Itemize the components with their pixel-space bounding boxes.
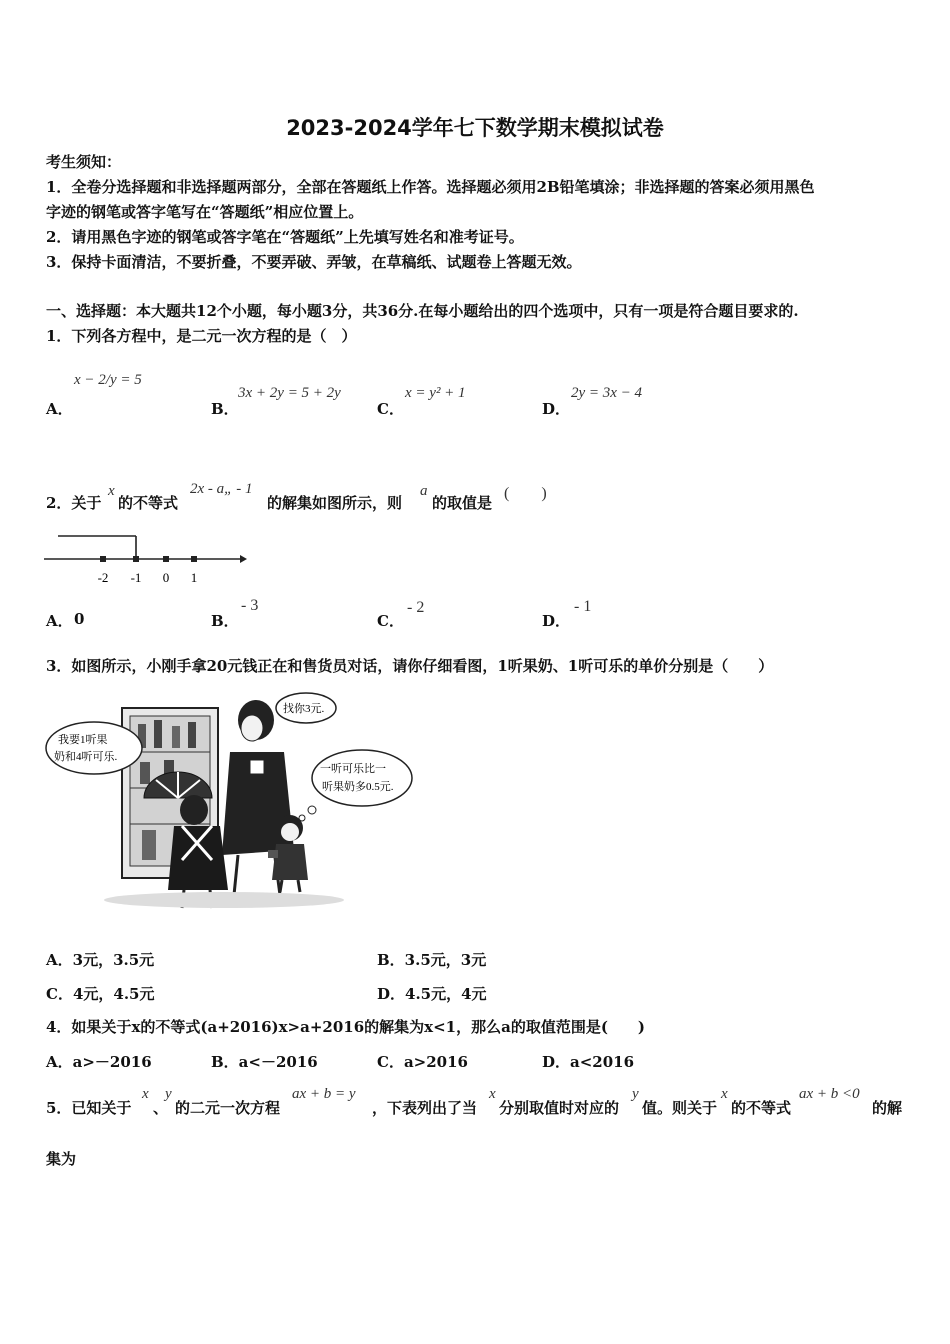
- notice-item-3: 3．保持卡面清洁，不要折叠，不要弄破、弄皱，在草稿纸、试题卷上答题无效。: [46, 253, 582, 271]
- q2-stem-part-3: 的解集如图所示，则: [267, 494, 403, 512]
- q5-stem-part-4: ，下表列出了当: [372, 1099, 478, 1117]
- q2-var-a: a: [420, 483, 428, 499]
- q3-option-b: B．3.5元，3元: [377, 951, 487, 969]
- q4-option-c: C．a>2016: [377, 1053, 468, 1071]
- q4-option-a: A．a>－2016: [46, 1053, 152, 1071]
- q4-option-b: B．a<－2016: [211, 1053, 318, 1071]
- q1-option-d-math: 2y = 3x − 4: [571, 385, 643, 401]
- q5-var-x: x: [489, 1086, 496, 1102]
- q1-option-d-label: D．: [542, 400, 571, 418]
- q1-option-c-math: x = y² + 1: [405, 385, 466, 401]
- bubble-right-line-2: 听果奶多0.5元.: [322, 781, 394, 793]
- q2-tick-label: -1: [130, 570, 142, 585]
- q5-var-x: x: [721, 1086, 728, 1102]
- q2-inequality: 2x - a„ - 1: [190, 481, 253, 497]
- q3-option-d: D．4.5元，4元: [377, 985, 487, 1003]
- q1-option-b-label: B．: [211, 400, 239, 418]
- q5-stem-line-2: 集为: [46, 1150, 77, 1168]
- q2-tick-label: 1: [190, 570, 198, 585]
- notice-heading: 考生须知：: [46, 153, 122, 171]
- q4-option-d: D．a<2016: [542, 1053, 635, 1071]
- bubble-left-line-1: 我要1听果: [58, 734, 108, 746]
- page-title: 2023-2024学年七下数学期末模拟试卷: [286, 116, 664, 140]
- q5-stem-part-1: 5．已知关于: [46, 1099, 132, 1117]
- q2-tick-mark: [163, 556, 169, 562]
- thought-dot: [308, 806, 316, 814]
- q1-option-c-label: C．: [377, 400, 404, 418]
- q2-tick-mark: [191, 556, 197, 562]
- thought-dot: [299, 815, 305, 821]
- section-heading: 一、选择题：本大题共12个小题，每小题3分，共36分.在每小题给出的四个选项中，只有一项是符合题目要求的.: [46, 302, 799, 320]
- q1-option-b-math: 3x + 2y = 5 + 2y: [238, 385, 341, 401]
- q5-stem-part-6: 值。则关于: [642, 1099, 718, 1117]
- q5-stem-part-7: 的不等式: [731, 1099, 792, 1117]
- q2-option-c-value: - 2: [407, 599, 425, 616]
- q1-option-a-math: x − 2/y = 5: [74, 372, 142, 388]
- q2-stem-part-1: 2．关于: [46, 494, 102, 512]
- q2-stem-part-2: 的不等式: [118, 494, 179, 512]
- q5-var-y: y: [165, 1086, 172, 1102]
- q5-inequality: ax + b <0: [799, 1086, 860, 1102]
- q5-stem-part-3: 的二元一次方程: [175, 1099, 281, 1117]
- q5-equation: ax + b = y: [292, 1086, 356, 1102]
- notice-item-1-line-1: 1．全卷分选择题和非选择题两部分，全部在答题纸上作答。选择题必须用2B铅笔填涂；非选择题的答案必须用黑色: [46, 178, 815, 196]
- q2-var-x: x: [108, 483, 115, 499]
- q1-stem: 1．下列各方程中，是二元一次方程的是（ ）: [46, 327, 357, 345]
- q2-option-c-label: C．: [377, 612, 404, 630]
- q2-option-b-label: B．: [211, 612, 239, 630]
- q2-option-d-label: D．: [542, 612, 571, 630]
- bubble-left-line-2: 奶和4听可乐.: [54, 751, 118, 763]
- q2-tick-label: -2: [97, 570, 109, 585]
- speech-bubble-left: [46, 722, 142, 774]
- q5-var-y: y: [632, 1086, 639, 1102]
- q4-stem: 4．如果关于x的不等式(a+2016)x>a+2016的解集为x<1，那么a的取值范围是( ): [46, 1018, 646, 1036]
- bubble-top-text: 找你3元.: [283, 703, 325, 715]
- q2-tick-label: 0: [162, 570, 170, 585]
- q5-stem-part-2: 、: [153, 1099, 169, 1117]
- speech-bubble-right: [312, 750, 412, 806]
- q3-option-a: A．3元，3.5元: [46, 951, 155, 969]
- q2-tick-mark: [100, 556, 106, 562]
- q2-tick-mark: [133, 556, 139, 562]
- q2-axis-arrow-icon: [240, 555, 247, 563]
- q2-stem-part-4: 的取值是: [432, 494, 493, 512]
- q1-option-a-label: A．: [46, 400, 73, 418]
- q3-stem: 3．如图所示，小刚手拿20元钱正在和售货员对话，请你仔细看图，1听果奶、1听可乐的单价分别是（ ）: [46, 657, 774, 675]
- notice-item-1-line-2: 字迹的钢笔或答字笔写在“答题纸”相应位置上。: [46, 203, 364, 221]
- q2-answer-paren: ( ): [504, 485, 547, 502]
- q3-option-c: C．4元，4.5元: [46, 985, 155, 1003]
- q5-stem-part-5: 分别取值时对应的: [499, 1099, 620, 1117]
- notice-item-2: 2．请用黑色字迹的钢笔或答字笔在“答题纸”上先填写姓名和准考证号。: [46, 228, 524, 246]
- q2-option-b-value: - 3: [241, 597, 259, 614]
- q2-option-a-value: 0: [74, 610, 85, 628]
- q2-option-a-label: A．: [46, 612, 73, 630]
- q5-var-x: x: [142, 1086, 149, 1102]
- q2-option-d-value: - 1: [574, 598, 592, 615]
- bubble-right-line-1: 一听可乐比一: [320, 763, 386, 775]
- q5-stem-part-8: 的解: [872, 1099, 903, 1117]
- q2-number-line: [40, 530, 250, 590]
- q3-illustration: [44, 690, 414, 915]
- floor-shadow: [104, 892, 344, 908]
